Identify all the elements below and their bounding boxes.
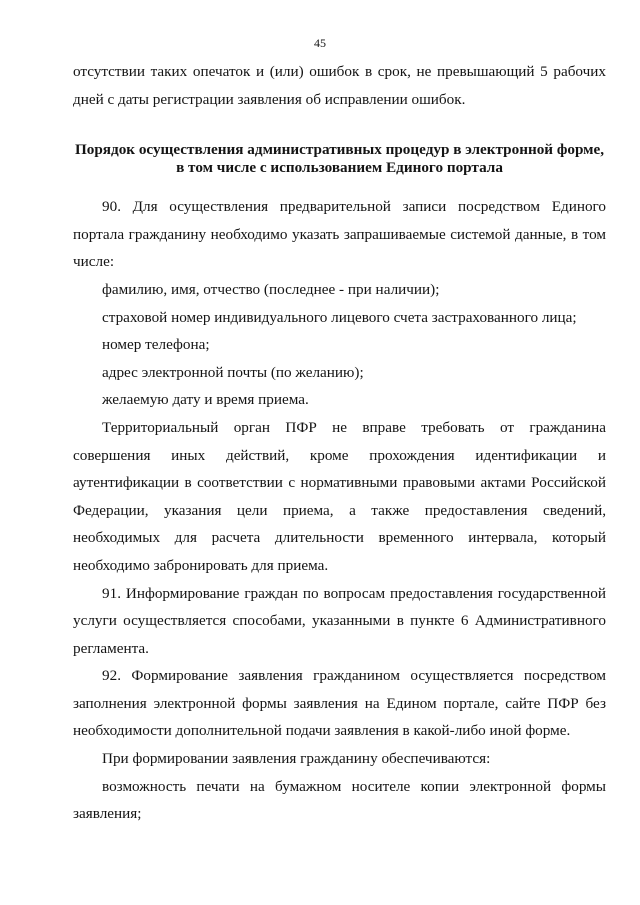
- paragraph-provision: При формировании заявления гражданину обеспечиваются:: [102, 750, 491, 768]
- paragraph-continuation: отсутствии таких опечаток и (или) ошибок в срок, не превышающий 5 рабочих дней с даты регистрации заявления об исправлении ошибок.: [73, 63, 606, 108]
- list-item: адрес электронной почты (по желанию);: [102, 363, 364, 381]
- paragraph-91: 91. Информирование граждан по вопросам предоставления государственной услуги осуществляется способами, указанными в пункте 6 Административного регламента.: [73, 584, 606, 657]
- list-item: фамилию, имя, отчество (последнее - при наличии);: [102, 280, 440, 298]
- paragraph-92: 92. Формирование заявления гражданином осуществляется посредством заполнения электронной формы заявления на Едином портале, сайте ПФР без необходимости дополнительной подачи заявления в какой-либо иной форме.: [73, 667, 606, 740]
- list-item: желаемую дату и время приема.: [102, 391, 309, 409]
- paragraph-90: 90. Для осуществления предварительной записи посредством Единого портала гражданину необходимо указать запрашиваемые системой данные, в том числе:: [73, 198, 606, 271]
- list-item: страховой номер индивидуального лицевого счета застрахованного лица;: [102, 308, 577, 326]
- section-heading-line-2: в том числе с использованием Единого портала: [176, 159, 503, 177]
- paragraph-print-option: возможность печати на бумажном носителе копии электронной формы заявления;: [73, 777, 606, 823]
- section-heading: [73, 141, 606, 177]
- document-body: [73, 58, 606, 828]
- list-item: номер телефона;: [102, 336, 210, 354]
- section-heading-line-1: Порядок осуществления административных процедур в электронной форме,: [74, 141, 605, 159]
- paragraph-territorial-body: Территориальный орган ПФР не вправе требовать от гражданина совершения иных действий, кроме прохождения идентификации и аутентификации в соответствии с нормативными правовыми актами Российской Федерации, указания цели приема, а также предоставления сведений, необходимых для расчета длительности временного интервала, который необходимо забронировать для приема.: [73, 418, 606, 574]
- page-number: 45: [314, 36, 326, 50]
